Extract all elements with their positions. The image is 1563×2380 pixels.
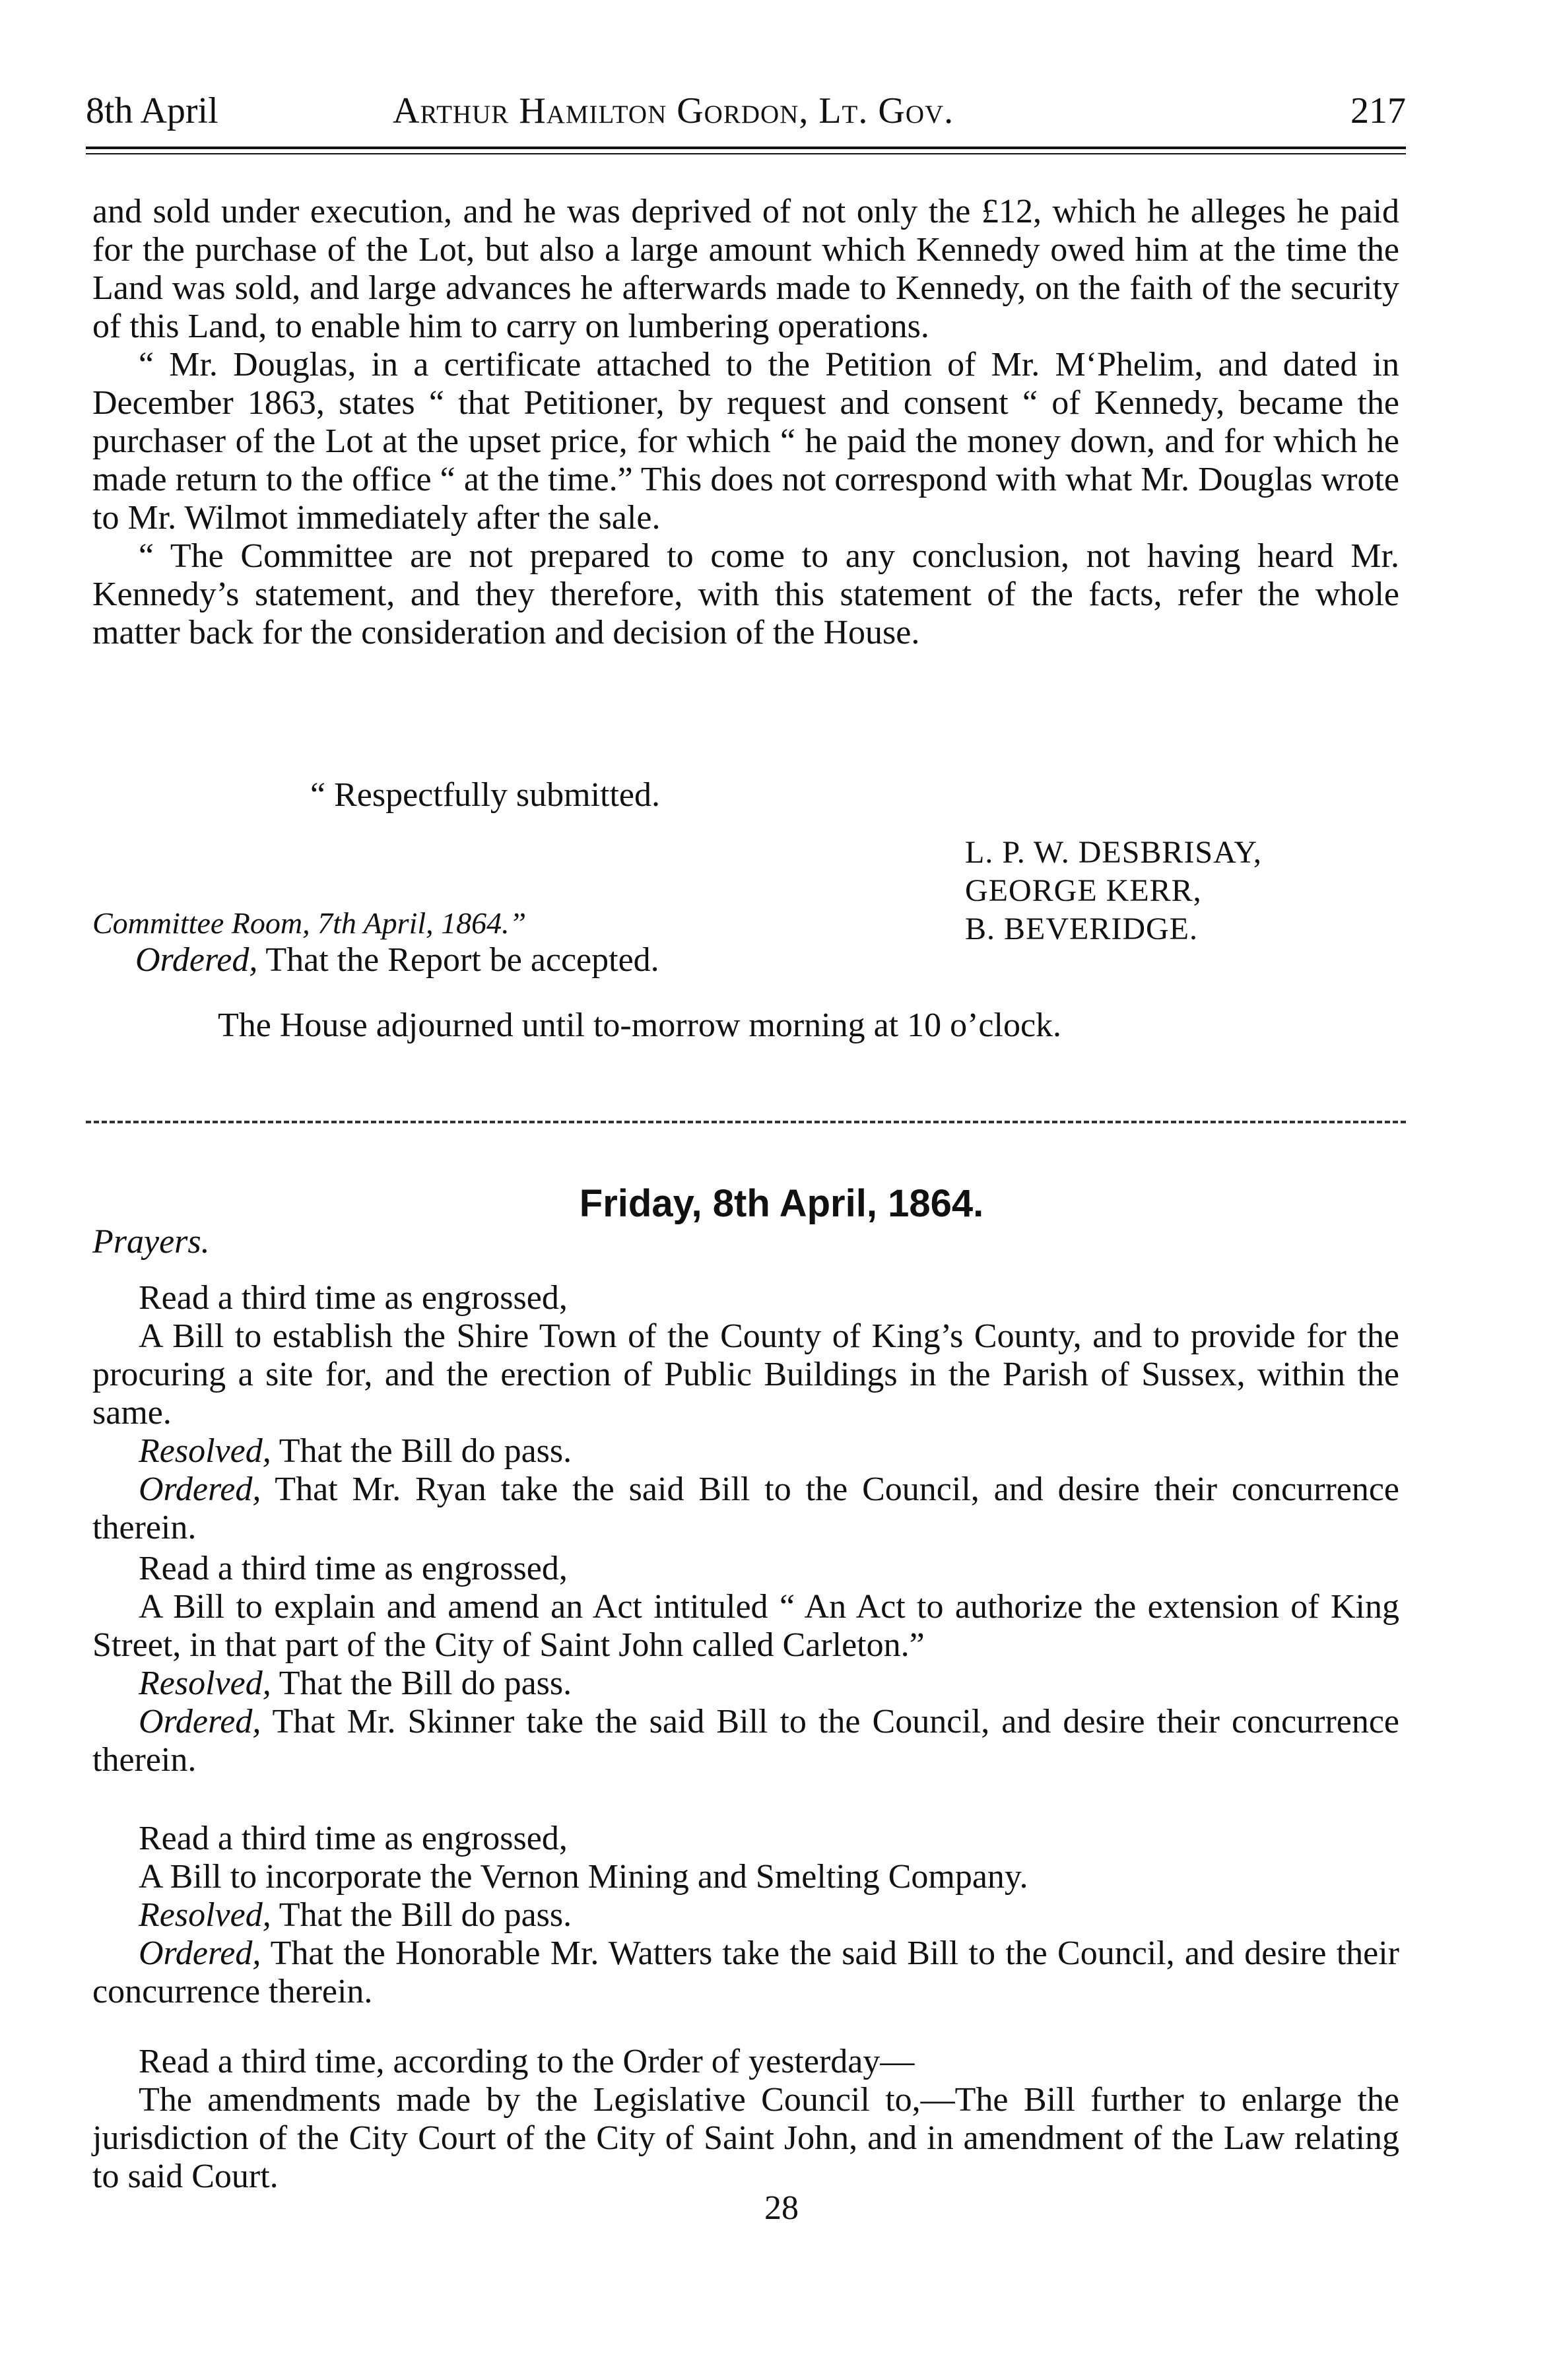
footer-page-number: 28	[764, 2189, 799, 2227]
amendments-text: The amendments made by the Legislative Council to,—The Bill further to enlarge the jurisdiction of the City Court of the City of Saint John, and in amendment of the Law relating to said Court.	[92, 2081, 1399, 2195]
header-title: Arthur Hamilton Gordon, Lt. Gov.	[393, 90, 954, 131]
resolved-lead: Resolved,	[139, 1432, 271, 1470]
ordered-lead: Ordered,	[139, 1471, 261, 1508]
running-header	[86, 84, 1406, 137]
report-text	[92, 193, 1399, 652]
report-paragraph: “ The Committee are not prepared to come to any conclusion, not having heard Mr. Kennedy’s statement, and they therefore, with this statement of the facts, refer the whole matter back for the consideration and decision of the House.	[92, 537, 1399, 651]
ordered-text: That Mr. Skinner take the said Bill to the Council, and desire their concurrence therein.	[92, 1703, 1399, 1779]
order-text: That the Report be accepted.	[257, 941, 659, 979]
resolved-lead: Resolved,	[139, 1896, 271, 1934]
report-order	[135, 941, 659, 979]
report-paragraph: and sold under execution, and he was deprived of not only the £12, which he alleges he paid for the purchase of the Lot, but also a large amount which Kennedy owed him at the time the Land was sold, and large advances he afterwards made to Kennedy, on the faith of the security of this Land, to enable him to carry on lumbering operations.	[92, 193, 1399, 345]
ordered-line	[92, 1703, 1399, 1779]
ordered-line	[92, 1471, 1399, 1547]
resolved-line	[92, 1896, 1399, 1934]
header-rule-thick	[86, 147, 1406, 149]
header-page-number: 217	[1350, 90, 1406, 131]
reading-line: Read a third time, according to the Order of yesterday—	[139, 2043, 915, 2080]
resolved-text: That the Bill do pass.	[271, 1432, 572, 1470]
section-divider	[86, 1121, 1406, 1123]
bill-entry	[92, 1550, 1399, 1779]
bill-title: A Bill to establish the Shire Town of the County of King’s County, and to provide for the procuring a site for, and the erection of Public Buildings in the Parish of Sussex, within the same.	[92, 1317, 1399, 1432]
signers-block	[965, 834, 1427, 948]
header-date: 8th April	[86, 90, 218, 131]
bill-title: A Bill to explain and amend an Act intituled “ An Act to authorize the extension of King Street, in that part of the City of Saint John called Carleton.”	[92, 1588, 1399, 1664]
ordered-text: That Mr. Ryan take the said Bill to the Council, and desire their concurrence therein.	[92, 1471, 1399, 1546]
committee-room-line: Committee Room, 7th April, 1864.”	[92, 906, 527, 940]
order-lead: Ordered,	[135, 941, 258, 979]
reading-line: Read a third time as engrossed,	[139, 1550, 568, 1587]
signer-name: B. BEVERIDGE.	[965, 911, 1198, 946]
day-title: Friday, 8th April, 1864.	[579, 1182, 984, 1225]
ordered-lead: Ordered,	[139, 1703, 261, 1740]
resolved-line	[92, 1665, 1399, 1703]
resolved-text: That the Bill do pass.	[271, 1896, 572, 1934]
resolved-lead: Resolved,	[139, 1665, 271, 1702]
reading-line: Read a third time as engrossed,	[139, 1820, 568, 1857]
signer-name: GEORGE KERR,	[965, 873, 1202, 908]
resolved-text: That the Bill do pass.	[271, 1665, 572, 1702]
ordered-lead: Ordered,	[139, 1934, 261, 1972]
report-paragraph: “ Mr. Douglas, in a certificate attached to the Petition of Mr. M‘Phelim, and dated in December 1863, states “ that Petitioner, by request and consent “ of Kennedy, became the purchaser of the Lot at the upset price, for which “ he paid the money down, and for which he made return to the office “ at the time.” This does not correspond with what Mr. Douglas wrote to Mr. Wilmot immediately after the sale.	[92, 346, 1399, 537]
closing-line: “ Respectfully submitted.	[310, 776, 661, 814]
signer-name: L. P. W. DESBRISAY,	[965, 835, 1262, 870]
reading-line: Read a third time as engrossed,	[139, 1279, 568, 1317]
bill-entry	[92, 1820, 1399, 2011]
adjourn-line: The House adjourned until to-morrow morning at 10 o’clock.	[218, 1007, 1062, 1044]
resolved-line	[92, 1432, 1399, 1471]
ordered-line	[92, 1934, 1399, 2011]
bill-title: A Bill to incorporate the Vernon Mining and Smelting Company.	[139, 1858, 1028, 1896]
prayers-line: Prayers.	[92, 1223, 210, 1261]
bill-entry	[92, 1279, 1399, 1547]
header-rule-thin	[86, 153, 1406, 154]
final-entry	[92, 2043, 1399, 2196]
ordered-text: That the Honorable Mr. Watters take the said Bill to the Council, and desire their concurrence therein.	[92, 1934, 1399, 2010]
